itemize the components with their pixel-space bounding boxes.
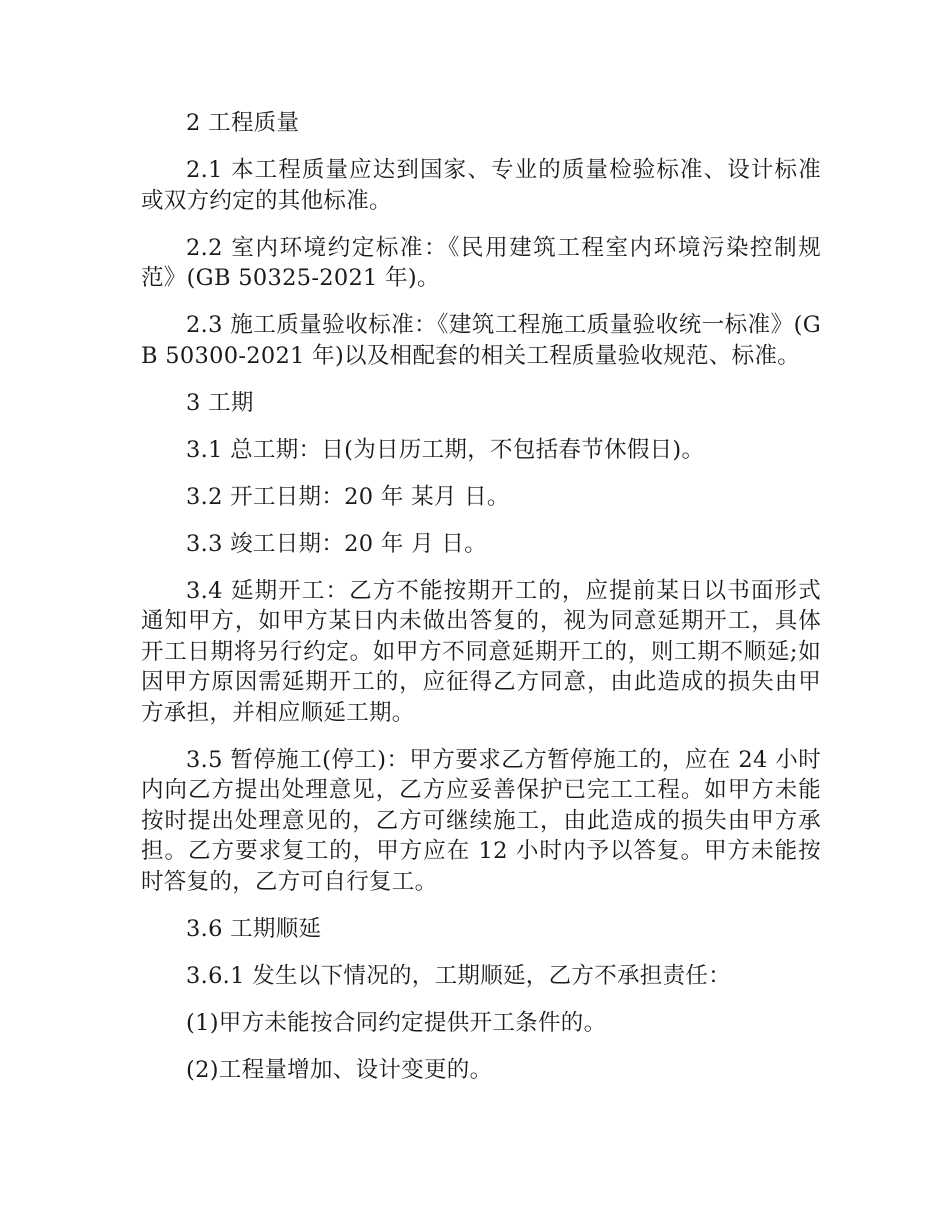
list-item-1: (1)甲方未能按合同约定提供开工条件的。 — [186, 1009, 607, 1036]
clause-3-6-1: 3.6.1 发生以下情况的，工期顺延，乙方不承担责任： — [186, 962, 732, 989]
clause-3-4: 3.4 延期开工：乙方不能按期开工的，应提前某日以书面形式通知甲方，如甲方某日内未做出答复的，视为同意延期开工，具体开工日期将另行约定。如甲方不同意延期开工的，则工期不顺延;如因甲方原因需延期开工的，应征得乙方同意，由此造成的损失由甲方承担，并相应顺延工期。 — [141, 577, 821, 726]
clause-3-6: 3.6 工期顺延 — [186, 915, 322, 942]
clause-3-3: 3.3 竣工日期：20 年 月 日。 — [186, 530, 487, 557]
clause-3-1: 3.1 总工期：日(为日历工期，不包括春节休假日)。 — [186, 436, 705, 463]
section-heading-schedule: 3 工期 — [186, 389, 254, 416]
section-heading-quality: 2 工程质量 — [186, 110, 300, 136]
clause-3-5: 3.5 暂停施工(停工)：甲方要求乙方暂停施工的，应在 24 小时内向乙方提出处理意见，乙方应妥善保护已完工工程。如甲方未能按时提出处理意见的，乙方可继续施工，由此造成的损失由甲方承担。乙方要求复工的，甲方应在 12 小时内予以答复。甲方未能按时答复的，乙方可自行复工。 — [141, 746, 821, 895]
clause-2-1: 2.1 本工程质量应达到国家、专业的质量检验标准、设计标准或双方约定的其他标准。 — [141, 157, 821, 214]
document-page — [141, 108, 821, 1102]
clause-2-2: 2.2 室内环境约定标准：《民用建筑工程室内环境污染控制规范》(GB 50325-2021 年)。 — [141, 234, 821, 291]
clause-3-2: 3.2 开工日期：20 年 某月 日。 — [186, 483, 510, 510]
clause-2-3: 2.3 施工质量验收标准：《建筑工程施工质量验收统一标准》(GB 50300-2021 年)以及相配套的相关工程质量验收规范、标准。 — [141, 312, 821, 369]
list-item-2: (2)工程量增加、设计变更的。 — [186, 1056, 493, 1083]
